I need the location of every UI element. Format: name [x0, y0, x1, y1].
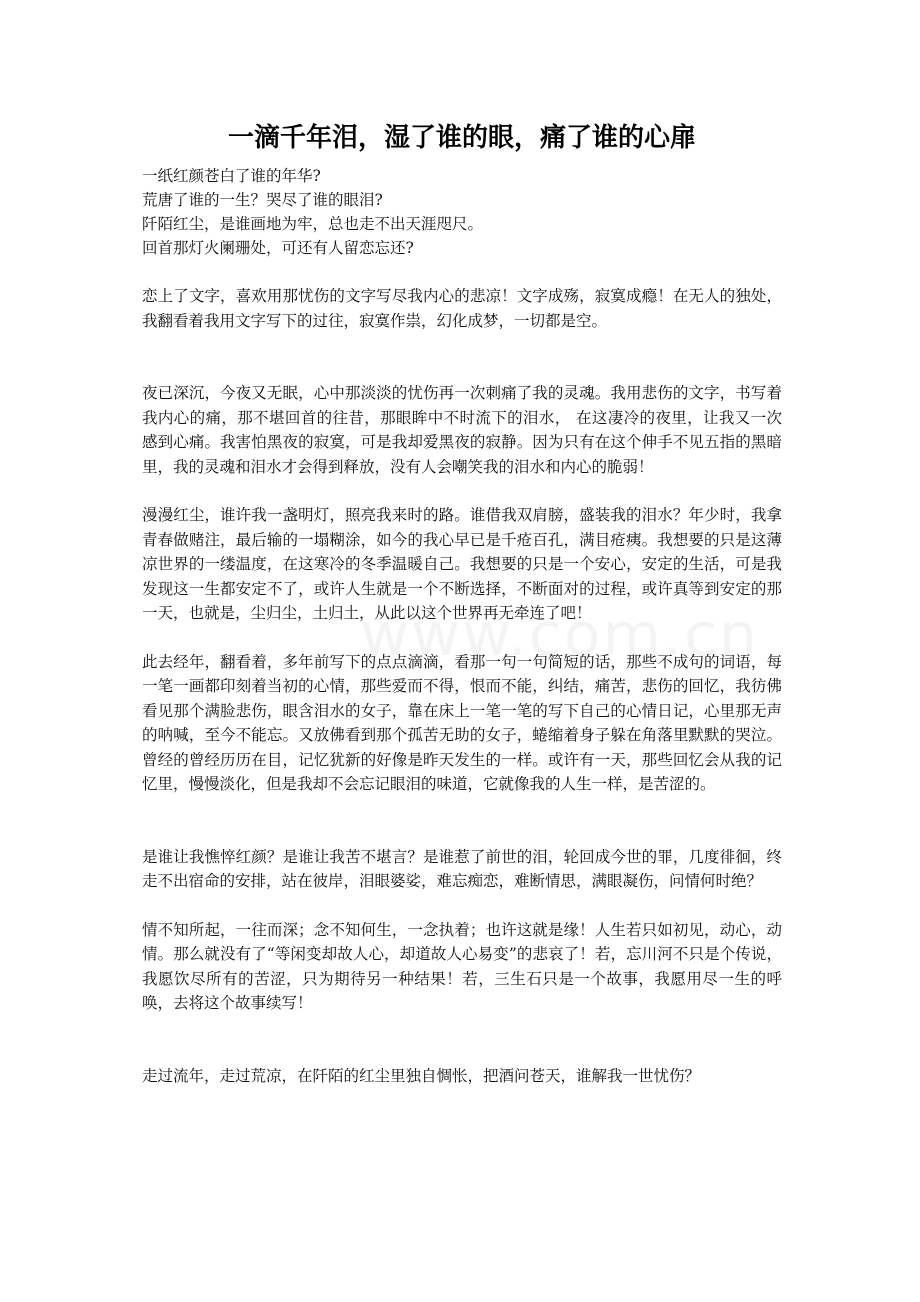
poem-block: [142, 164, 782, 260]
paragraph: 情不知所起，一往而深；念不知何生，一念执着；也许这就是缘！人生若只如初见，动心，动情。那么就没有了“等闲变却故人心，却道故人心易变”的悲哀了！若，忘川河不只是个传说，我愿饮尽所有的苦涩，只为期待另一种结果！若，三生石只是一个故事，我愿用尽一生的呼唤，去将这个故事续写！: [142, 920, 782, 1012]
spacer: [142, 797, 782, 845]
paragraph: 此去经年，翻看着，多年前写下的点点滴滴，看那一句一句简短的话，那些不成句的词语，每一笔一画都印刻着当初的心情，那些爱而不得，恨而不能，纠结，痛苦，悲伤的回忆，我彷佛看见那个满脸悲伤，眼含泪水的女子，靠在床上一笔一笔的写下自己的心情日记，心里那无声的呐喊，至今不能忘。又放佛看到那个孤苦无助的女子，蜷缩着身子躲在角落里默默的哭泣。曾经的曾经历历在目，记忆犹新的好像是昨天发生的一样。或许有一天，那些回忆会从我的记忆里，慢慢淡化，但是我却不会忘记眼泪的味道，它就像我的人生一样，是苦涩的。: [142, 652, 782, 793]
paragraph: 是谁让我憔悴红颜？是谁让我苦不堪言？是谁惹了前世的泪，轮回成今世的罪，几度徘徊，终走不出宿命的安排，站在彼岸，泪眼婆娑，难忘痴恋，难断情思，满眼凝伤，问情何时绝？: [142, 847, 782, 890]
spacer: [142, 626, 782, 650]
poem-line: 阡陌红尘，是谁画地为牢，总也走不出天涯咫尺。: [142, 215, 484, 233]
poem-line: 回首那灯火阑珊处，可还有人留恋忘还?: [142, 239, 414, 257]
spacer: [142, 479, 782, 503]
paragraph: 夜已深沉，今夜又无眠，心中那淡淡的忧伤再一次刺痛了我的灵魂。我用悲伤的文字，书写着我内心的痛，那不堪回首的往昔，那眼眸中不时流下的泪水， 在这凄冷的夜里，让我又一次感到心痛。我害怕黑夜的寂寞，可是我却爱黑夜的寂静。因为只有在这个伸手不见五指的黑暗里，我的灵魂和泪水才会得到释放，没有人会嘲笑我的泪水和内心的脆弱！: [142, 384, 782, 476]
spacer: [142, 260, 782, 284]
paragraph: 走过流年，走过荒凉，在阡陌的红尘里独自惆怅，把酒问苍天，谁解我一世忧伤？: [142, 1066, 701, 1085]
document-title: 一滴千年泪，湿了谁的眼，痛了谁的心扉: [227, 123, 696, 153]
document-page: [142, 118, 782, 1088]
spacer: [142, 894, 782, 918]
poem-line: 荒唐了谁的一生？哭尽了谁的眼泪?: [142, 191, 383, 209]
spacer: [142, 333, 782, 381]
paragraph: 恋上了文字，喜欢用那忧伤的文字写尽我内心的悲凉！文字成殇，寂寞成瘾！在无人的独处，我翻看着我用文字写下的过往，寂寞作祟，幻化成梦，一切都是空。: [142, 287, 782, 330]
spacer: [142, 1016, 782, 1064]
poem-line: 一纸红颜苍白了谁的年华?: [142, 167, 321, 185]
paragraph: 漫漫红尘，谁许我一盏明灯，照亮我来时的路。谁借我双肩膀，盛装我的泪水？年少时，我拿青春做赌注，最后输的一塌糊涂，如今的我心早已是千疮百孔，满目疮痍。我想要的只是这薄凉世界的一缕温度，在这寒冷的冬季温暖自己。我想要的只是一个安心，安定的生活，可是我发现这一生都安定不了，或许人生就是一个不断选择，不断面对的过程，或许真等到安定的那一天，也就是，尘归尘，土归土，从此以这个世界再无牵连了吧！: [142, 506, 782, 622]
